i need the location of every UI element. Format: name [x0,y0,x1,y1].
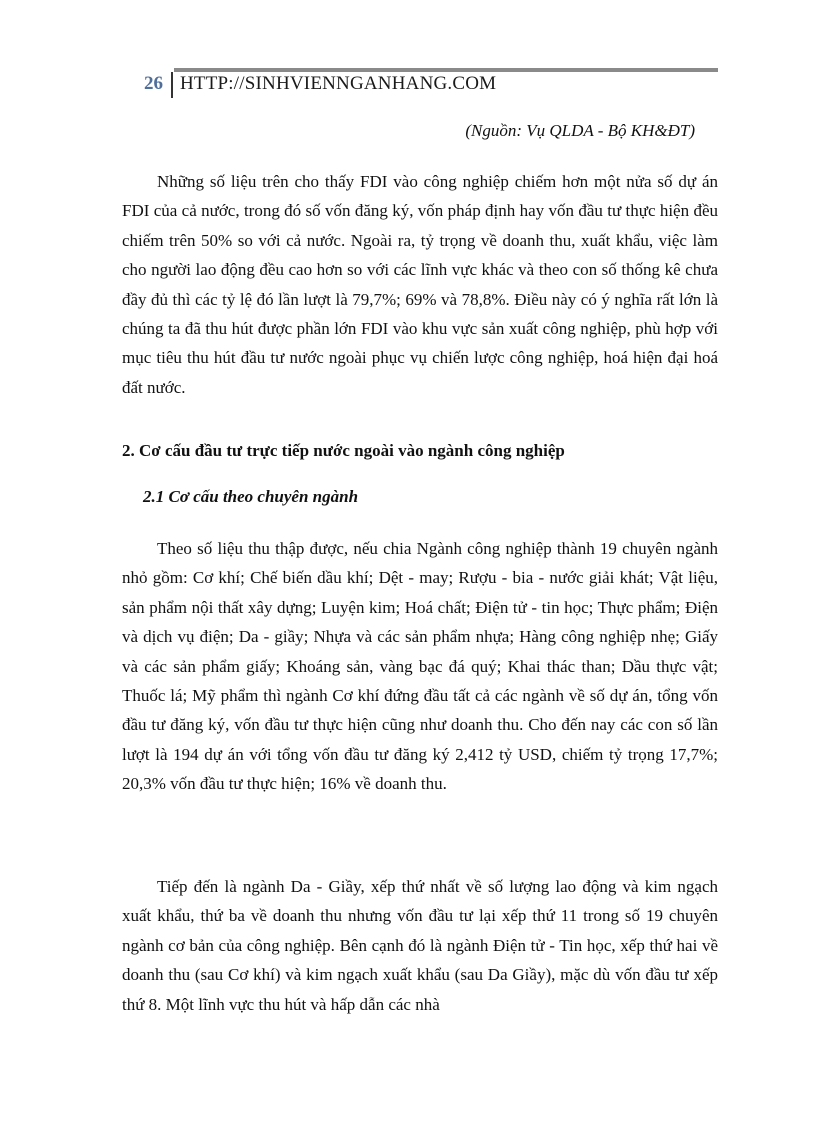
header-rule [174,68,718,72]
subsection-heading: 2.1 Cơ cấu theo chuyên ngành [143,487,359,506]
source-note: (Nguồn: Vụ QLDA - Bộ KH&ĐT) [465,121,695,140]
header-separator [171,72,173,98]
page-number: 26 [144,73,163,94]
paragraph-fdi-summary: Những số liệu trên cho thấy FDI vào công nghiệp chiếm hơn một nửa số dự án FDI của cả nước, trong đó số vốn đăng ký, vốn pháp định hay vốn đầu tư thực hiện đều chiếm trên 50% so với cả nước. Ngoài ra, tỷ trọng về doanh thu, xuất khẩu, việc làm cho người lao động đều cao hơn so với các lĩnh vực khác và theo con số thống kê chưa đầy đủ thì các tỷ lệ đó lần lượt là 79,7%; 69% và 78,8%. Điều này có ý nghĩa rất lớn là chúng ta đã thu hút được phần lớn FDI vào khu vực sản xuất công nghiệp, phù hợp với mục tiêu thu hút đầu tư nước ngoài phục vụ chiến lược công nghiệp, hoá hiện đại hoá đất nước. [122,172,718,397]
site-url: HTTP://SINHVIENNGANHANG.COM [180,73,497,94]
section-heading: 2. Cơ cấu đầu tư trực tiếp nước ngoài vào ngành công nghiệp [122,441,565,460]
paragraph-industry-breakdown: Theo số liệu thu thập được, nếu chia Ngành công nghiệp thành 19 chuyên ngành nhỏ gồm: Cơ khí; Chế biến dầu khí; Dệt - may; Rượu - bia - nước giải khát; Vật liệu, sản phẩm nội thất xây dựng; Luyện kim; Hoá chất; Điện tử - tin học; Thực phẩm; Điện và dịch vụ điện; Da - giầy; Nhựa và các sản phẩm nhựa; Hàng công nghiệp nhẹ; Giấy và các sản phẩm giấy; Khoáng sản, vàng bạc đá quý; Khai thác than; Dầu thực vật; Thuốc lá; Mỹ phẩm thì ngành Cơ khí đứng đầu tất cả các ngành về số dự án, tổng vốn đầu tư đăng ký, vốn đầu tư thực hiện cũng như doanh thu. Cho đến nay các con số lần lượt là 194 dự án với tổng vốn đầu tư đăng ký 2,412 tỷ USD, chiếm tỷ trọng 17,7%; 20,3% vốn đầu tư thực hiện; 16% về doanh thu. [122,539,718,794]
page-header [122,64,718,102]
paragraph-leather-electronics: Tiếp đến là ngành Da - Giầy, xếp thứ nhất về số lượng lao động và kim ngạch xuất khẩu, thứ ba về doanh thu nhưng vốn đầu tư lại xếp thứ 11 trong số 19 chuyên ngành cơ bản của công nghiệp. Bên cạnh đó là ngành Điện tử - Tin học, xếp thứ hai về doanh thu (sau Cơ khí) và kim ngạch xuất khẩu (sau Da Giầy), mặc dù vốn đầu tư xếp thứ 8. Một lĩnh vực thu hút và hấp dẫn các nhà [122,877,718,1014]
